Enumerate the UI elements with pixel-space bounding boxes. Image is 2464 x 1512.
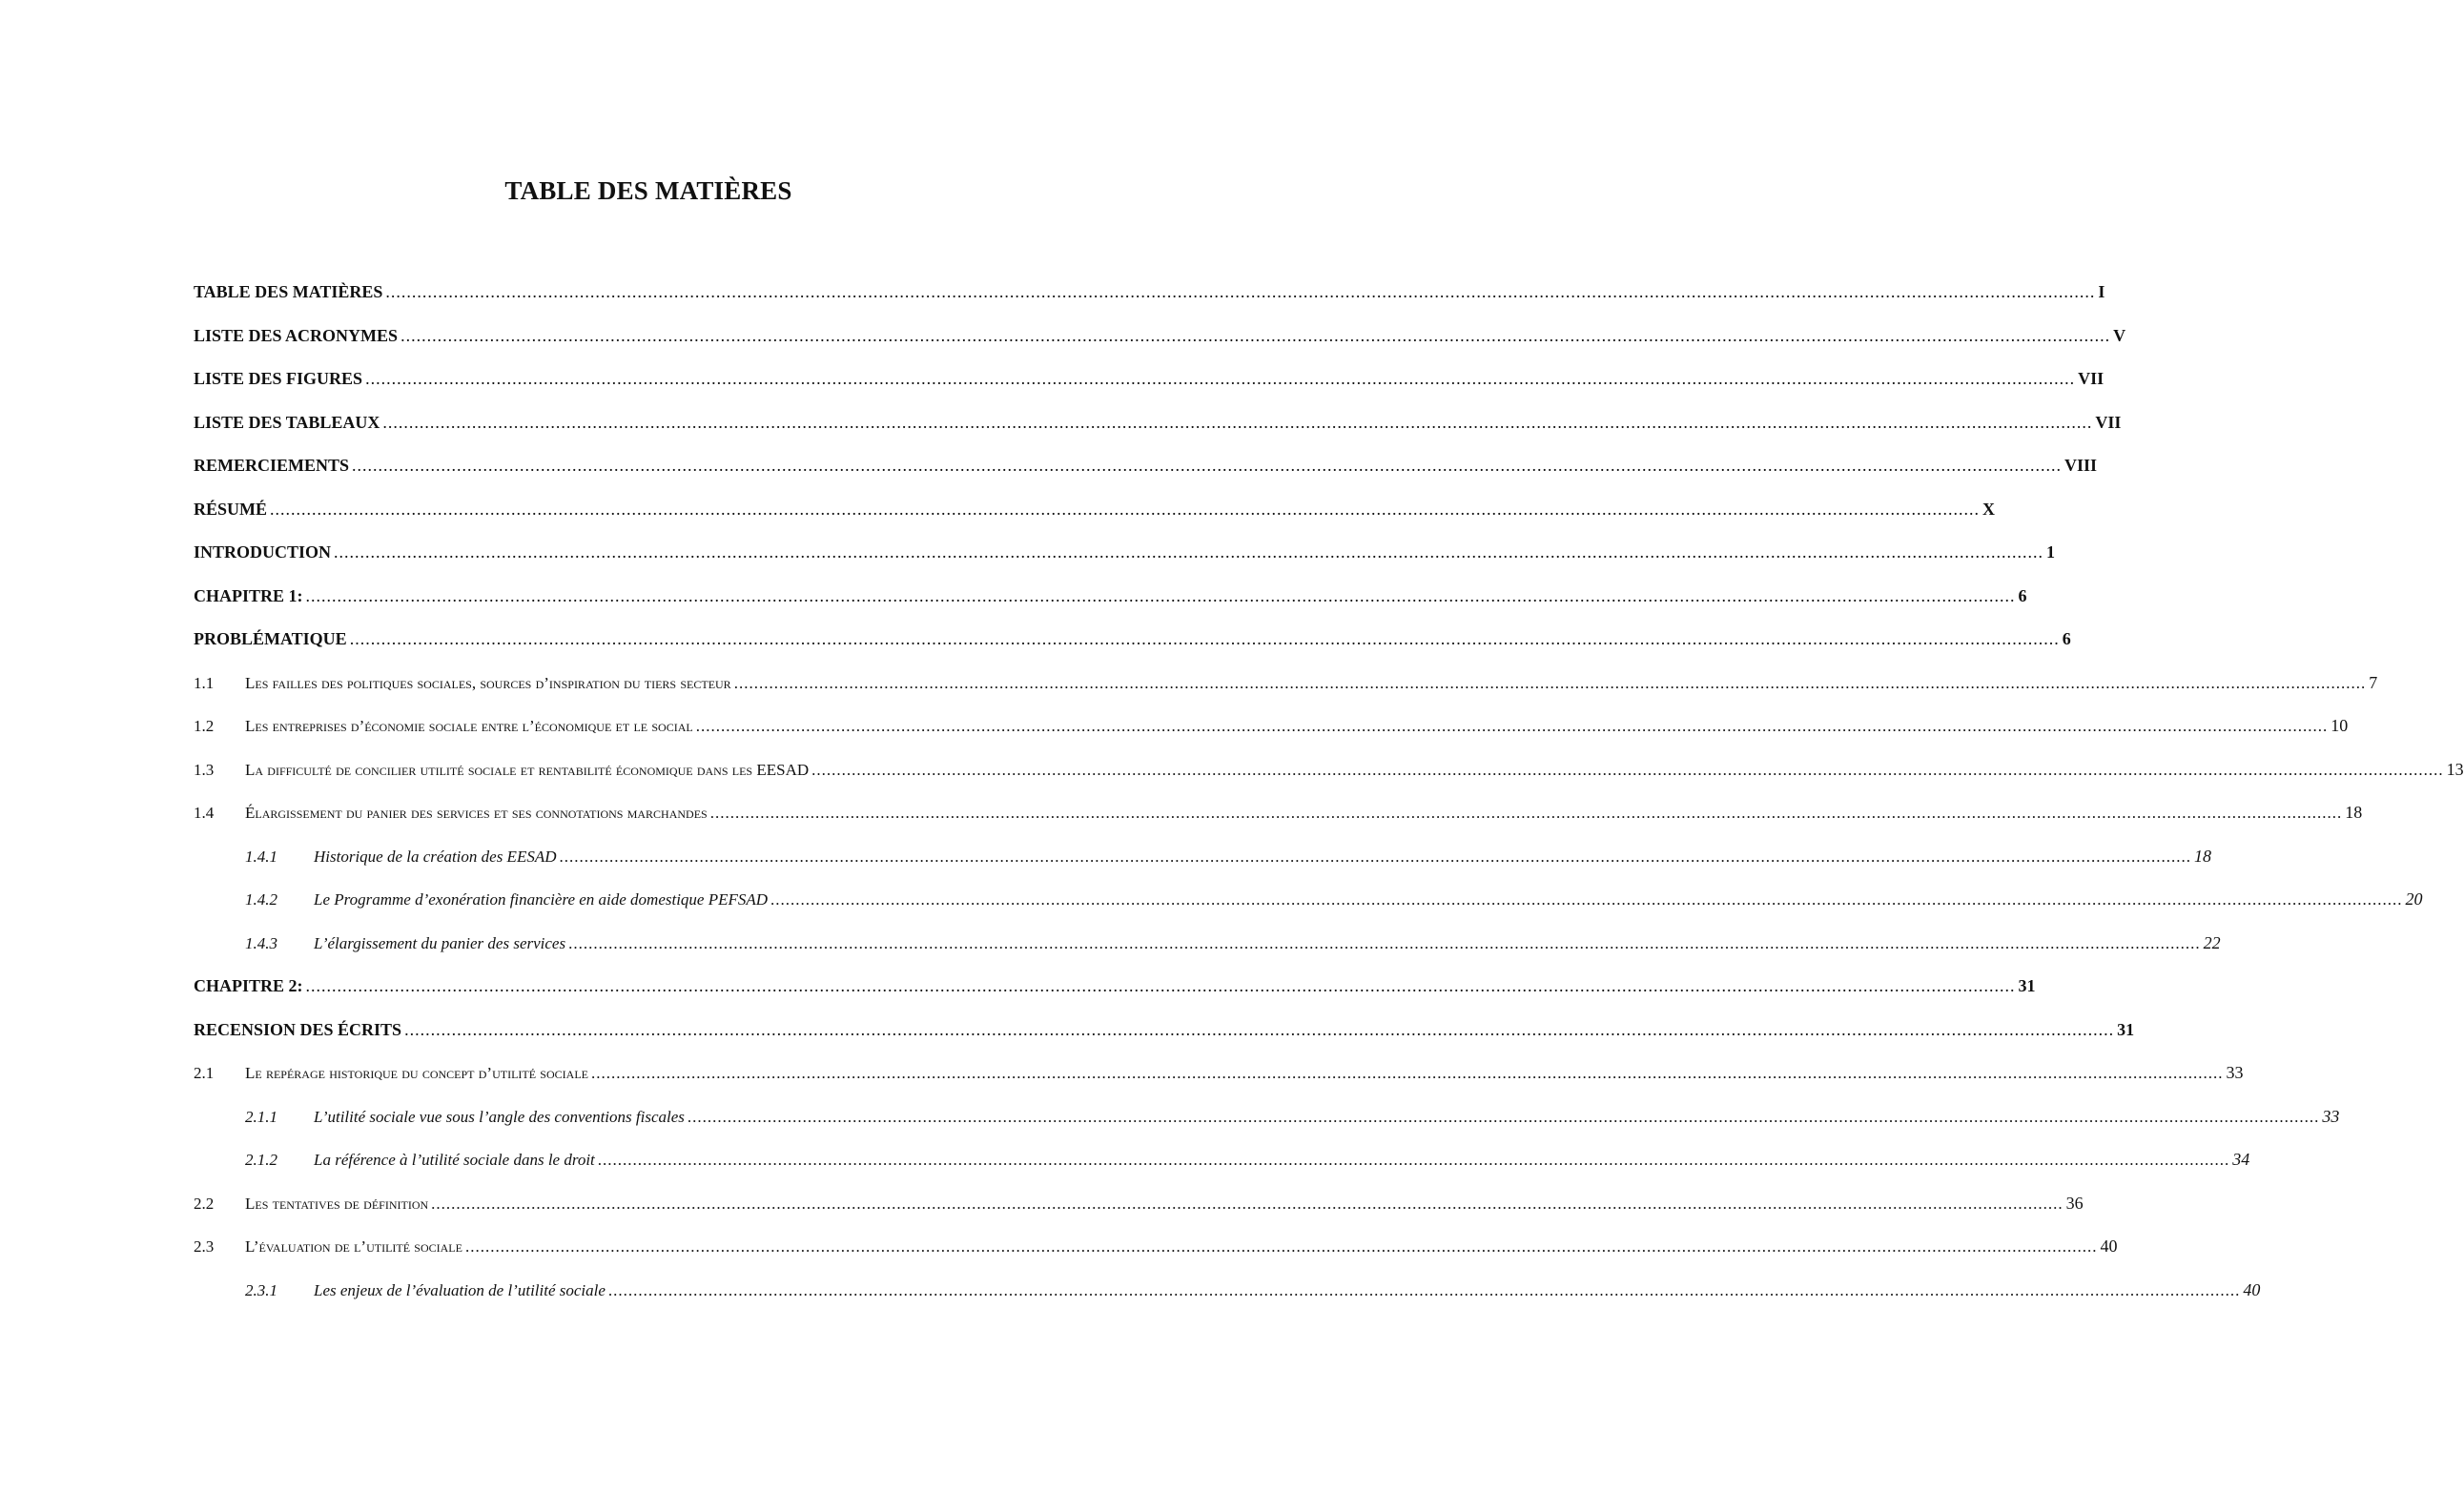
toc-entry-label: CHAPITRE 1:	[194, 585, 303, 605]
toc-entry[interactable]	[194, 1193, 2084, 1237]
toc-entry[interactable]	[194, 1279, 2261, 1324]
page-title: TABLE DES MATIÈRES	[504, 176, 792, 205]
toc-entry-label: L’élargissement du panier des services	[314, 933, 566, 952]
dot-leader	[306, 976, 2016, 996]
dot-leader	[696, 717, 2329, 736]
toc-entry[interactable]	[194, 1063, 2244, 1107]
toc-entry-page: 31	[2117, 1019, 2135, 1039]
toc-entry-label: La référence à l’utilité sociale dans le droit	[314, 1151, 595, 1169]
dot-leader	[350, 629, 2060, 649]
toc-entry-number: 1.4.2	[245, 890, 277, 909]
toc-entry-label: LISTE DES ACRONYMES	[194, 325, 399, 345]
toc-entry[interactable]	[194, 846, 2211, 890]
toc-entry-label: Les enjeux de l’évaluation de l’utilité sociale	[314, 1280, 606, 1299]
dot-leader	[560, 848, 2192, 867]
toc-entry-number: 2.3.1	[245, 1280, 277, 1299]
toc-entry[interactable]	[194, 803, 2363, 847]
toc-entry-page: 33	[2322, 1106, 2340, 1126]
toc-entry-label: Historique de la création des EESAD	[314, 847, 557, 866]
toc-entry-page: 31	[2018, 976, 2036, 995]
dot-leader	[352, 456, 2062, 476]
toc-entry-page: 10	[2331, 716, 2349, 735]
toc-entry-page: X	[1982, 499, 1996, 519]
toc-entry-label: Le Programme d’exonération financière en aide domestique PEFSAD	[314, 890, 769, 909]
toc-entry[interactable]	[194, 1106, 2340, 1151]
toc-entry[interactable]	[194, 716, 2349, 760]
toc-entry[interactable]	[194, 369, 2105, 413]
dot-leader	[608, 1281, 2241, 1300]
toc-entry-number: 1.4.1	[245, 847, 277, 866]
toc-entry-number: 2.1.2	[245, 1151, 277, 1169]
toc-entry[interactable]	[194, 976, 2036, 1020]
toc-entry-number: 2.3	[194, 1237, 215, 1256]
toc-entry-number: 2.1.1	[245, 1107, 277, 1126]
toc-entry-label: INTRODUCTION	[194, 542, 332, 562]
toc-entry[interactable]	[194, 629, 2071, 673]
toc-entry-label: L’utilité sociale vue sous l’angle des conventions fiscales	[314, 1107, 685, 1126]
dot-leader	[431, 1195, 2064, 1214]
dot-leader	[770, 890, 2403, 909]
toc-entry-label: LISTE DES FIGURES	[194, 369, 363, 388]
toc-entry-label: RÉSUMÉ	[194, 499, 268, 519]
dot-leader	[568, 934, 2201, 953]
dot-leader	[591, 1064, 2224, 1083]
toc-entry-label: Les tentatives de définition	[245, 1194, 429, 1213]
toc-entry[interactable]	[194, 672, 2378, 717]
toc-entry-page: V	[2113, 325, 2126, 345]
toc-entry-number: 1.1	[194, 673, 215, 692]
toc-entry[interactable]	[194, 325, 2126, 370]
dot-leader	[465, 1237, 2098, 1257]
toc-entry-page: 1	[2046, 542, 2056, 562]
toc-entry[interactable]	[194, 932, 2221, 977]
toc-entry-label: PROBLÉMATIQUE	[194, 629, 347, 648]
toc-entry-number: 1.4	[194, 804, 215, 822]
dot-leader	[334, 542, 2043, 562]
dot-leader	[404, 1020, 2114, 1040]
toc-entry-page: 22	[2203, 932, 2221, 952]
toc-entry-page: I	[2098, 282, 2105, 301]
toc-entry[interactable]	[194, 542, 2056, 586]
toc-entry-page: VII	[2078, 369, 2105, 388]
toc-entry[interactable]	[194, 585, 2027, 630]
toc-entry-label: REMERCIEMENTS	[194, 456, 350, 475]
toc-entry[interactable]	[194, 1019, 2135, 1064]
dot-leader	[400, 326, 2110, 346]
toc-entry-page: 33	[2226, 1063, 2244, 1082]
toc-entry-number: 2.2	[194, 1194, 215, 1213]
toc-entry[interactable]	[194, 1236, 2118, 1280]
dot-leader	[382, 413, 2092, 433]
toc-entry-number: 1.3	[194, 760, 215, 779]
toc-entry-label: Le repérage historique du concept d’utilité sociale	[245, 1064, 588, 1082]
toc-entry[interactable]	[194, 412, 2122, 457]
toc-entry-label: LISTE DES TABLEAUX	[194, 412, 380, 432]
dot-leader	[598, 1151, 2230, 1170]
toc-entry[interactable]	[194, 499, 1996, 543]
toc-entry-label: Les failles des politiques sociales, sources d’inspiration du tiers secteur	[245, 673, 731, 692]
toc-entry-label: TABLE DES MATIÈRES	[194, 282, 383, 301]
toc-entry-page: 13	[2446, 759, 2464, 779]
toc-entry-label: La difficulté de concilier utilité sociale et rentabilité économique dans les EESAD	[245, 760, 810, 779]
toc-entry[interactable]	[194, 889, 2423, 933]
toc-entry-label: Élargissement du panier des services et ses connotations marchandes	[245, 804, 708, 822]
dot-leader	[385, 282, 2095, 302]
toc-entry[interactable]	[194, 282, 2105, 326]
toc-entry[interactable]	[194, 456, 2098, 500]
dot-leader	[811, 761, 2444, 780]
toc-entry-page: 36	[2065, 1193, 2084, 1213]
toc-entry[interactable]	[194, 759, 2464, 804]
toc-entry-label: RECENSION DES ÉCRITS	[194, 1019, 402, 1039]
toc-entry-page: 7	[2369, 672, 2378, 692]
toc-entry-page: 6	[2018, 585, 2027, 605]
toc-entry-number: 1.4.3	[245, 933, 277, 952]
toc-entry-page: 18	[2194, 846, 2211, 866]
dot-leader	[270, 500, 1980, 520]
toc-entry-label: L’évaluation de l’utilité sociale	[245, 1237, 462, 1256]
toc-entry-label: CHAPITRE 2:	[194, 976, 303, 995]
dot-leader	[306, 586, 2016, 606]
dot-leader	[688, 1108, 2320, 1127]
dot-leader	[734, 674, 2367, 693]
toc-entry-number: 1.2	[194, 717, 215, 735]
toc-entry-label: Les entreprises d’économie sociale entre l’économique et le social	[245, 717, 693, 735]
table-of-contents	[194, 282, 2464, 1323]
toc-entry-page: 40	[2243, 1279, 2261, 1299]
toc-entry-page: 20	[2405, 889, 2423, 909]
toc-entry-page: 18	[2345, 803, 2363, 822]
toc-entry[interactable]	[194, 1150, 2250, 1194]
dot-leader	[710, 804, 2343, 823]
toc-entry-page: VIII	[2064, 456, 2098, 475]
toc-entry-page: 34	[2232, 1150, 2250, 1169]
toc-entry-page: 6	[2062, 629, 2071, 648]
dot-leader	[365, 369, 2075, 389]
toc-entry-page: 40	[2100, 1236, 2118, 1256]
toc-entry-page: VII	[2095, 412, 2122, 432]
toc-entry-number: 2.1	[194, 1064, 215, 1082]
